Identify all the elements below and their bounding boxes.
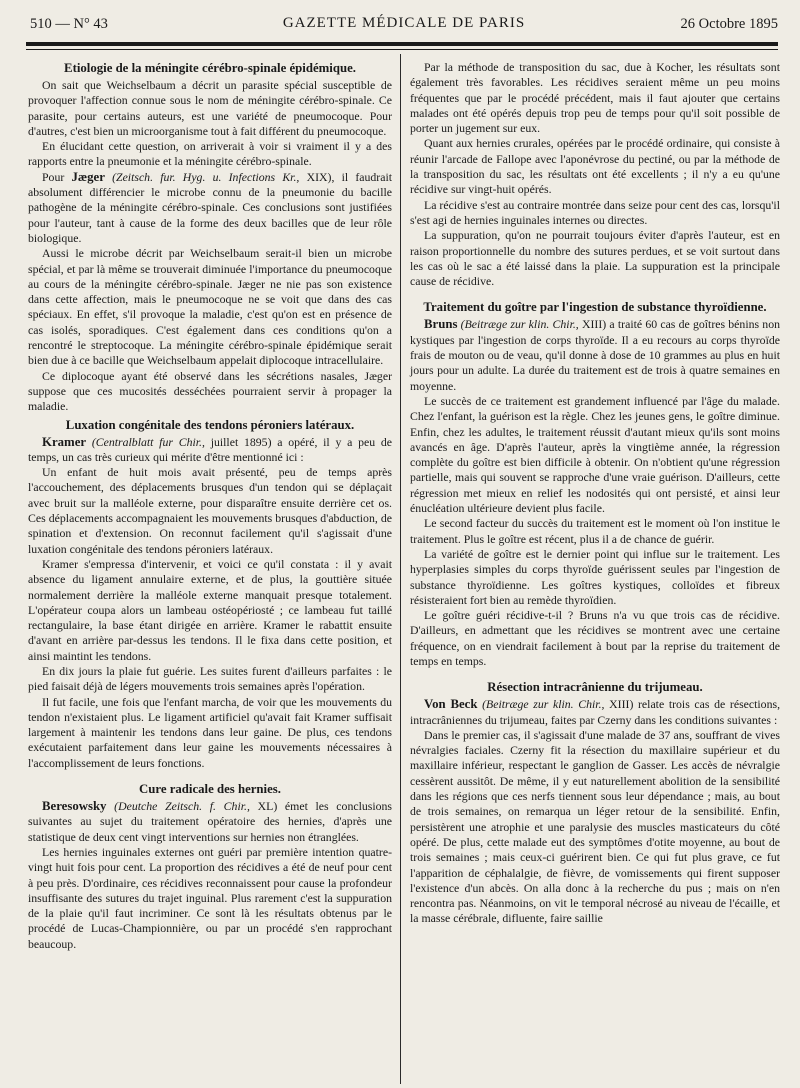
paragraph: Les hernies inguinales externes ont guéri par première intention quatre-vingt huit fois pour cent. La proportion des récidives a été de neuf pour cent à peu près. D'ordinaire, ces récidives reconnaissent pour cause la profondeur insuffisante des sutures du trajet inguinal. Plus rarement c'est la suppuration de la plaie qu'il faut incriminer. Ce sont là les résultats obtenus par le procédé de Lucas-Championnière, ou par un procédé s'en rapprochant beaucoup. [28, 844, 392, 951]
journal-title: GAZETTE MÉDICALE DE PARIS [282, 15, 526, 31]
citation: (Beitræge zur klin. Chir., [482, 697, 605, 712]
paragraph: La variété de goître est le dernier point qui influe sur le traitement. Les hyperplasies simples du corps thyroïde guérissent seules par l'ingestion de substance thyroïdienne. Les goîtres kystiques, colloïdes et fibreux résisteraient fort bien au remède thyroïdien. [410, 546, 780, 607]
citation: (Deutche Zeitsch. f. Chir., [114, 799, 250, 814]
paragraph: Kramer s'empressa d'intervenir, et voici ce qu'il constata : il y avait absence du ligament annulaire externe, et de plus, la gouttière située normalement derrière la malléole externe manquait presque totalement. L'opérateur coupa alors un lambeau ostéopériosté ; ce lambeau fut taillé rectangulaire, la base étant dirigée en arrière. Kramer le rabattit ensuite d'avant en arrière par-dessus les tendons. Il le fixa dans cette position, et ainsi maintint les tendons. [28, 556, 392, 663]
paragraph: La suppuration, qu'on ne pourrait toujours éviter d'après l'auteur, est en raison proportionnelle du nombre des sutures perdues, et se voit surtout dans les cas où le sac a été laissé dans la plaie. La suppuration est la principale cause de récidive. [410, 228, 780, 289]
paragraph: Il fut facile, une fois que l'enfant marcha, de voir que les mouvements du tendon n'existaient plus. Le ligament artificiel qu'avait fait Kramer suffisait largement à maintenir les tendons dans leur gaine. De plus, ces tendons exécutaient parfaitement dans leur gaine les mouvements nécessaires à l'accomplissement de leurs fonctions. [28, 694, 392, 770]
issue-date: 26 Octobre 1895 [680, 16, 778, 32]
section-title: Traitement du goître par l'ingestion de substance thyroïdienne. [423, 300, 767, 315]
header-rule-thick [26, 42, 778, 46]
header-rule-thin [26, 49, 778, 50]
section-title: Luxation congénitale des tendons péroniers latéraux. [65, 417, 355, 432]
paragraph: Aussi le microbe décrit par Weichselbaum serait-il bien un microbe spécial, et par là même se trouverait diminuée l'importance du pneumocoque au cours de la méningite cérébro-spinale. Jæger ne nie pas son existence dans cette affection, mais le pneumocoque ne se voit que dans des cas spéciaux. En effet, s'il provoque la maladie, c'est qu'on est en présence de cas isolés, sporadiques. C'est également dans ces conditions qu'on a rencontré le streptocoque. La méningite cérébro-spinale épidémique serait bien due à ce bacille que Weichselbaum appelait diplocoque intracellulaire. [28, 246, 392, 368]
citation: (Centralblatt fur Chir., [91, 434, 205, 449]
page-header [30, 12, 778, 36]
paragraph: Dans le premier cas, il s'agissait d'une malade de 37 ans, souffrant de vives névralgies faciales. Czerny fit la résection du maxillaire supérieur et du maxillaire inférieur, respectant le ganglion de Gasser. Les accès de névralgie cessèrent aussitôt. De même, il y eut naturellement abolition de la sensibilité dans les régions que ces nerfs tiennent sous leur dépendance ; mais, au bout de trois semaines, on remarqua un léger retour de la sensibilité. Enfin, persistèrent une atrophie et une paralysie des muscles masticateurs du côté opéré. De plus, cette malade eut des symptômes d'otite moyenne, au bout de trois semaines ; mais ceux-ci guérirent bien. Ce qui fut plus grave, ce fut l'apparition de céphalalgie, de fièvre, de vomissements qui firent supposer l'existence d'un abcès. On alla donc à la recherche du pus ; mais on n'en rencontra pas. Néanmoins, on vit le temporal nécrosé au niveau de l'écaille, et la masse cérébrale, difluente, faire saillie [410, 727, 780, 926]
column-divider [400, 54, 401, 1084]
paragraph: Ce diplocoque ayant été observé dans les sécrétions nasales, Jæger suppose que ces mucosités desséchées pourraient servir à propager la maladie. [28, 368, 392, 414]
paragraph: Von Beck (Beitræge zur klin. Chir., XIII) relate trois cas de résections, intracrâniennes du trijumeau, faites par Czerny dans les conditions suivantes : [410, 697, 781, 727]
page-number: 510 — N° 43 [30, 16, 108, 32]
section-title: Etiologie de la méningite cérébro-spinale épidémique. [64, 61, 356, 75]
paragraph: Quant aux hernies crurales, opérées par le procédé ordinaire, qui consiste à réunir l'arcade de Fallope avec l'aponévrose du pectiné, ou par la méthode de la transposition du sac, les résultats ont été excellents ; il n'y a eu qu'une récidive sur vingt-huit opérés. [410, 136, 780, 197]
paragraph: Pour Jæger (Zeitsch. fur. Hyg. u. Infections Kr., XIX), il faudrait absolument différencier le microbe connu de la pneumonie du bacille pathogène de la méningite cérébro-spinale. Ces conclusions sont justifiées pour l'auteur, tant à cause de la forme des deux bacilles que de leur rôle biologique. [28, 169, 393, 245]
left-column [28, 60, 392, 952]
author-name: Jæger [71, 169, 105, 184]
paragraph: En élucidant cette question, on arriverait à voir si vraiment il y a des rapports entre la pneumonie et la méningite cérébro-spinale. [28, 139, 392, 169]
paragraph: En dix jours la plaie fut guérie. Les suites furent d'ailleurs parfaites : le pied faisait déjà de légers mouvements trois semaines après l'opération. [28, 663, 392, 694]
paragraph: Bruns (Beitræge zur klin. Chir., XIII) a traité 60 cas de goîtres bénins non kystiques par l'ingestion de corps thyroïde. Il a eu recours au corps thyroïde frais de mouton ou de veau, qu'il donne à dose de 10 grammes au plus en huit jours pour un adulte. La durée du traitement est de trois à quatre semaines en moyenne. [410, 317, 780, 393]
paragraph: Par la méthode de transposition du sac, due à Kocher, les résultats sont également très favorables. Les récidives seraient même un peu moins fréquentes que par le procédé précédent, mais il faut ajouter que certains malades ont été opérés depuis trop peu de temps pour qu'il soit possible de porter un jugement sur eux. [410, 60, 780, 136]
paragraph: La récidive s'est au contraire montrée dans seize pour cent des cas, lorsqu'il s'est agi de hernies inguinales internes ou directes. [410, 197, 780, 227]
author-name: Kramer [42, 434, 87, 449]
paragraph: Kramer (Centralblatt fur Chir., juillet 1895) a opéré, il y a peu de temps, un cas très curieux qui mérite d'être mentionné ici : [28, 434, 393, 464]
paragraph: Le second facteur du succès du traitement est le moment où l'on institue le traitement. Plus le goître est récent, plus il a de chance de guérir. [410, 516, 780, 546]
paragraph: On sait que Weichselbaum a décrit un parasite spécial susceptible de provoquer l'affection connue sous le nom de méningite cérébro-spinale. Ce parasite, pour certains auteurs, est une variété de pneumocoque. Pour d'autres, c'est bien un microorganisme tout à fait différent du pneumocoque. [28, 78, 392, 138]
author-name: Bruns [424, 317, 458, 332]
paragraph: Un enfant de huit mois avait présenté, peu de temps après l'accouchement, des déplacements brusques d'un tendon qui se déplaçait avec bruit sur la malléole externe, pour disparaître ensuite derrière cet os. Ces déplacements accompagnaient les mouvements brusques d'abduction, de spination et d'extension. On reconnut facilement qu'il s'agissait d'une luxation congénitale des tendons péroniers latéraux. [28, 465, 392, 556]
section-title: Résection intracrânienne du trijumeau. [487, 680, 703, 695]
author-name: Beresowsky [42, 799, 107, 814]
section-title: Cure radicale des hernies. [139, 782, 281, 797]
citation: (Zeitsch. fur. Hyg. u. Infections Kr., [112, 169, 300, 184]
author-name: Von Beck [424, 697, 478, 712]
paragraph: Le goître guéri récidive-t-il ? Bruns n'a vu que trois cas de récidive. D'ailleurs, en admettant que les récidives se montrent avec une certaine fréquence, on en viendrait facilement à bout par la reprise du traitement de temps en temps. [410, 608, 780, 668]
right-column [410, 60, 780, 927]
paragraph: Le succès de ce traitement est grandement influencé par l'âge du malade. Chez l'enfant, la guérison est la règle. Chez les jeunes gens, le goître diminue. Enfin, chez les adultes, le traitement réussit d'autant mieux qu'ils sont moins avancés en âge. D'après l'auteur, après la vingtième année, la régression complète du goître est bien difficile à obtenir. On n'obtient qu'une régression partielle, mais qui souvent se rapproche d'une vraie guérison. D'ailleurs, cette régression met mieux en relief les nodosités qui ont persisté, et ainsi leur énucléation ultérieure devient plus facile. [410, 393, 780, 516]
paragraph: Beresowsky (Deutche Zeitsch. f. Chir., XL) émet les conclusions suivantes au sujet du traitement opératoire des hernies, d'après une statistique de deux cent vingt interventions sur hernies non étranglées. [28, 799, 393, 844]
citation: (Beitræge zur klin. Chir., [460, 317, 579, 332]
